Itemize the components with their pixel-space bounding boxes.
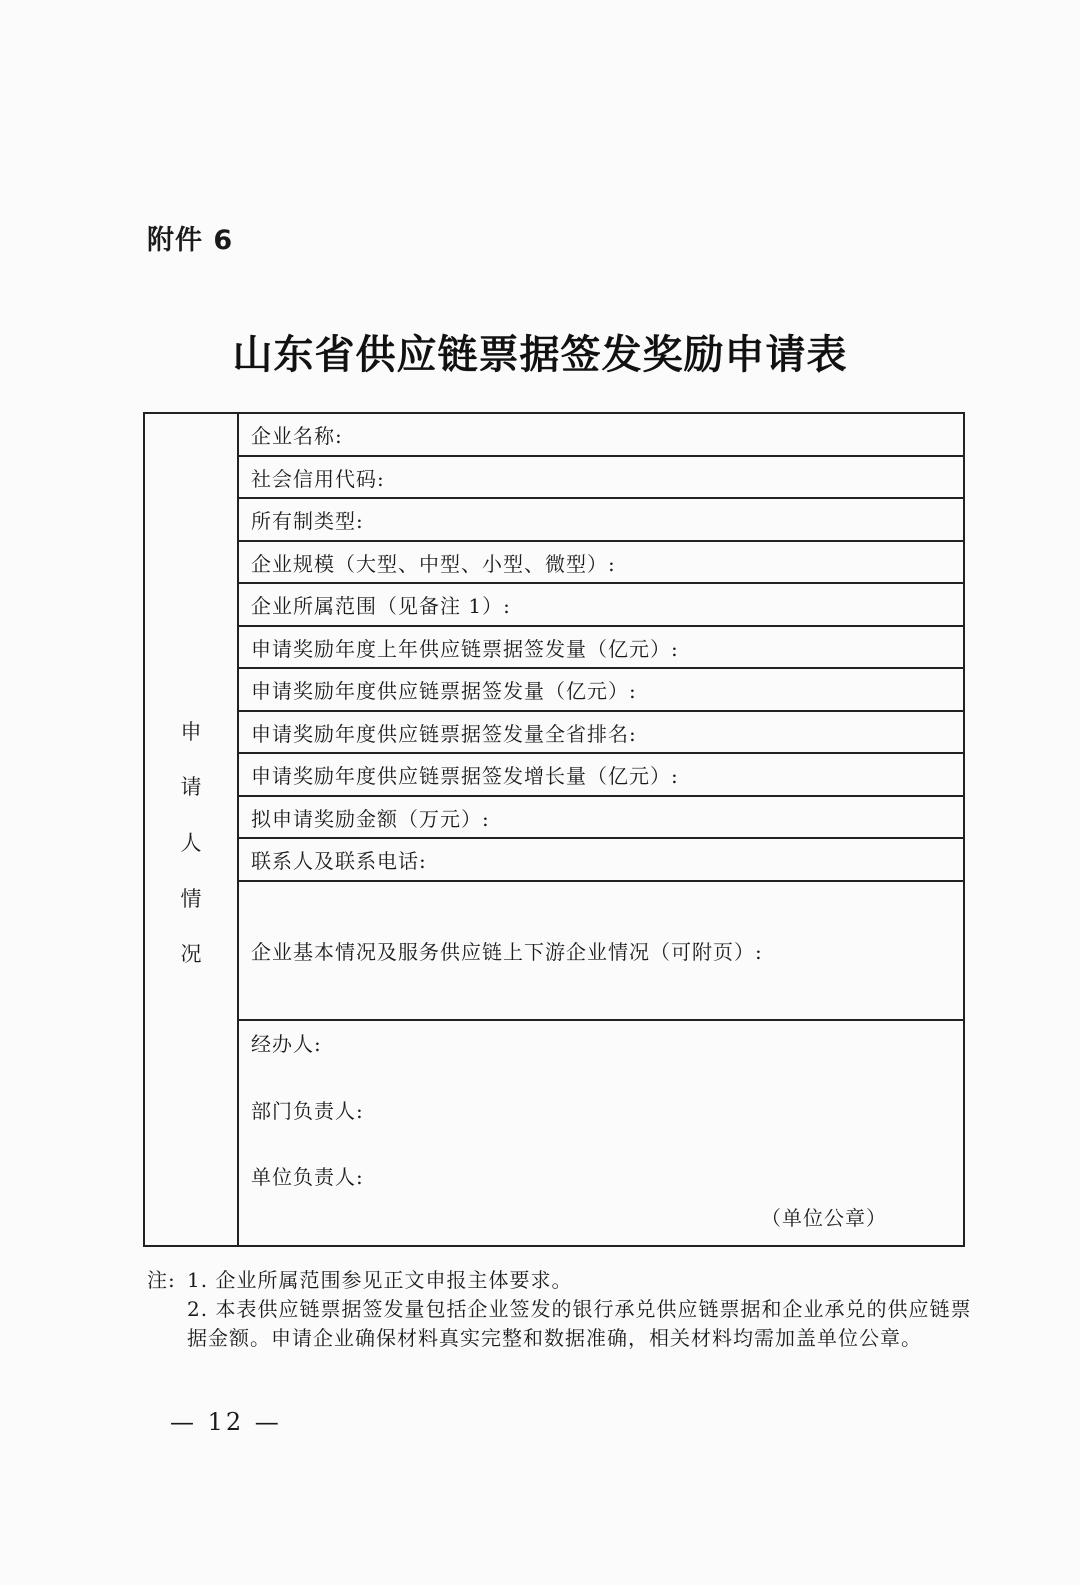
signature-unit-head: 单位负责人: — [251, 1165, 364, 1189]
notes-label: 注: — [147, 1268, 176, 1292]
applicant-info-column — [145, 414, 239, 1245]
application-form-table — [143, 412, 965, 1247]
field-enterprise-scale: 企业规模（大型、中型、小型、微型）: — [239, 542, 963, 584]
side-label-char: 请 — [180, 775, 202, 799]
field-credit-code: 社会信用代码: — [239, 457, 963, 499]
unit-seal-label: （单位公章） — [761, 1206, 887, 1230]
field-ownership-type: 所有制类型: — [239, 499, 963, 542]
field-requested-reward: 拟申请奖励金额（万元）: — [239, 797, 963, 839]
field-province-ranking: 申请奖励年度供应链票据签发量全省排名: — [239, 712, 963, 754]
field-issuance-growth: 申请奖励年度供应链票据签发增长量（亿元）: — [239, 754, 963, 797]
side-label-char: 人 — [180, 831, 202, 855]
note-item: 1. 企业所属范围参见正文申报主体要求。 — [187, 1268, 573, 1292]
side-label-char: 申 — [180, 720, 202, 744]
attachment-label: 附件 6 — [147, 225, 234, 256]
field-prior-year-issuance: 申请奖励年度上年供应链票据签发量（亿元）: — [239, 627, 963, 669]
page-number: — 12 — — [170, 1408, 282, 1436]
field-issuance-amount: 申请奖励年度供应链票据签发量（亿元）: — [239, 669, 963, 712]
note-item: 2. 本表供应链票据签发量包括企业签发的银行承兑供应链票据和企业承兑的供应链票据金额。申请企业确保材料真实完整和数据准确，相关材料均需加盖单位公章。 — [187, 1297, 972, 1350]
side-label-char: 况 — [180, 942, 202, 966]
signature-handler: 经办人: — [251, 1032, 322, 1056]
field-company-overview: 企业基本情况及服务供应链上下游企业情况（可附页）: — [239, 882, 963, 1021]
document-title: 山东省供应链票据签发奖励申请表 — [232, 332, 848, 378]
signature-department-head: 部门负责人: — [251, 1099, 364, 1123]
field-contact: 联系人及联系电话: — [239, 839, 963, 882]
field-enterprise-scope: 企业所属范围（见备注 1）: — [239, 584, 963, 627]
field-company-name: 企业名称: — [239, 414, 963, 457]
side-label-char: 情 — [180, 887, 202, 911]
